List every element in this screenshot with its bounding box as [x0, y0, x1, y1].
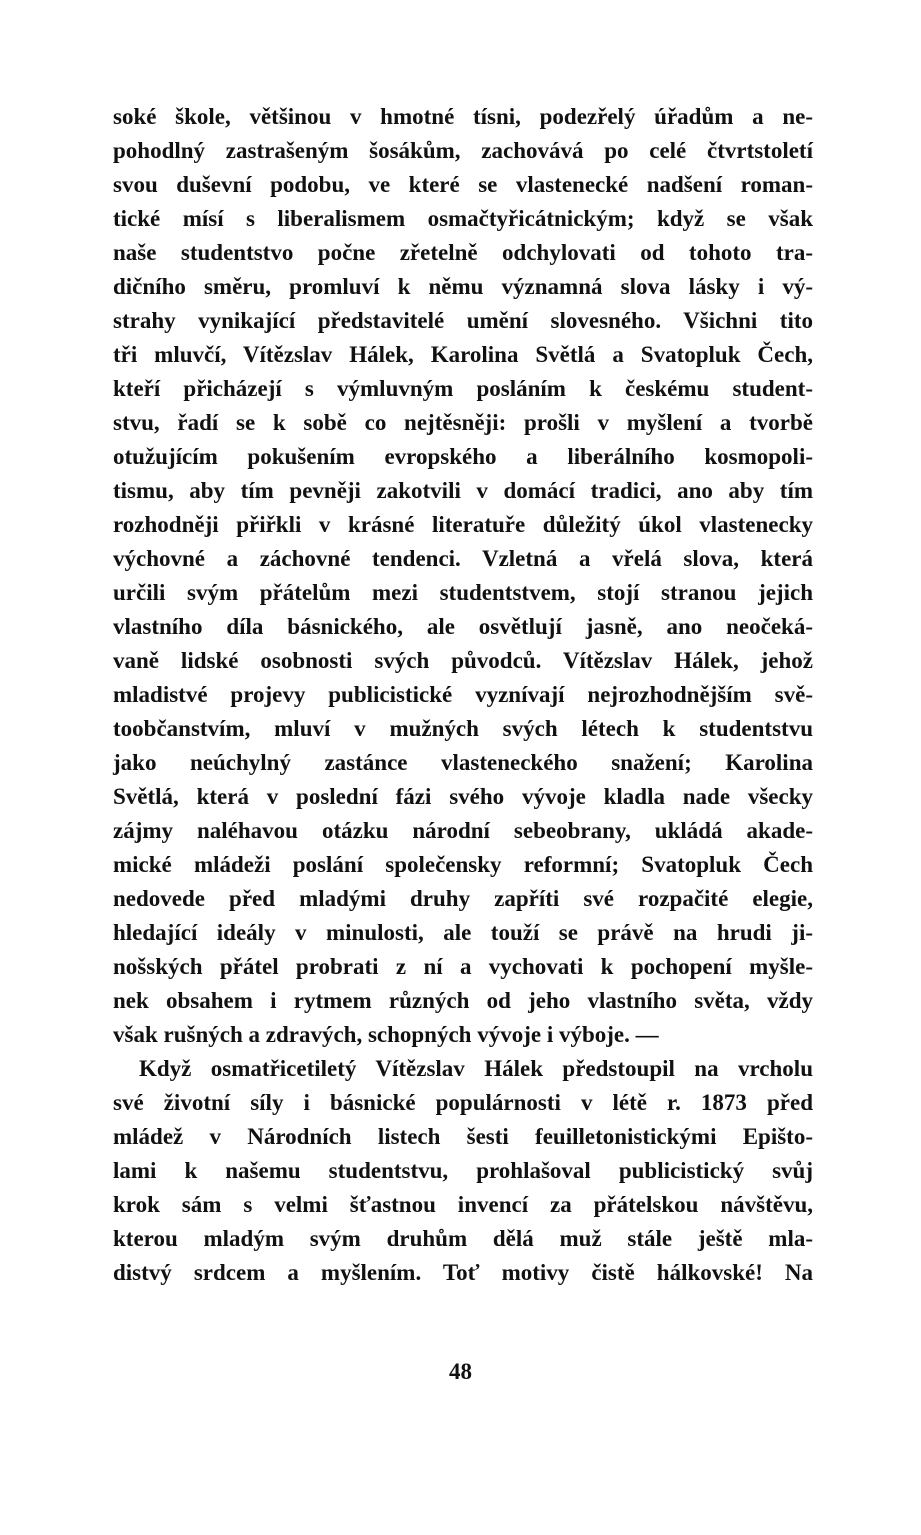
text-line: strahy vynikající představitelé umění slovesného. Všichni tito	[113, 308, 813, 333]
text-line: Když osmatřicetiletý Vítězslav Hálek předstoupil na vrcholu	[139, 1056, 813, 1081]
text-line: pohodlný zastrašeným šosákům, zachovává po celé čtvrtstoletí	[113, 138, 813, 163]
body-text	[113, 100, 813, 1290]
text-line: Světlá, která v poslední fázi svého vývoje kladla nade všecky	[113, 784, 813, 809]
text-line: zájmy naléhavou otázku národní sebeobrany, ukládá akade-	[113, 818, 813, 843]
text-line: tři mluvčí, Vítězslav Hálek, Karolina Světlá a Svatopluk Čech,	[113, 342, 813, 367]
text-line: výchovné a záchovné tendenci. Vzletná a vřelá slova, která	[113, 546, 813, 571]
text-line: rozhodněji přiřkli v krásné literatuře důležitý úkol vlastenecky	[113, 512, 813, 537]
text-line: vaně lidské osobnosti svých původců. Vítězslav Hálek, jehož	[113, 648, 813, 673]
text-line: otužujícím pokušením evropského a liberálního kosmopoli-	[113, 444, 813, 469]
text-line: soké škole, většinou v hmotné tísni, podezřelý úřadům a ne-	[113, 104, 813, 129]
text-line: kteří přicházejí s výmluvným posláním k českému student-	[113, 376, 813, 401]
text-line: lami k našemu studentstvu, prohlašoval publicistický svůj	[113, 1158, 813, 1183]
text-line: jako neúchylný zastánce vlasteneckého snažení; Karolina	[113, 750, 813, 775]
text-line: své životní síly i básnické populárnosti v létě r. 1873 před	[113, 1090, 813, 1115]
text-line: mické mládeži poslání společensky reformní; Svatopluk Čech	[113, 852, 813, 877]
text-line: hledající ideály v minulosti, ale touží se právě na hrudi ji-	[113, 920, 813, 945]
text-line: svou duševní podobu, ve které se vlastenecké nadšení roman-	[113, 172, 813, 197]
text-line: distvý srdcem a myšlením. Toť motivy čistě hálkovské! Na	[113, 1260, 813, 1285]
text-line: nedovede před mladými druhy zapříti své rozpačité elegie,	[113, 886, 813, 911]
text-line: určili svým přátelům mezi studentstvem, stojí stranou jejich	[113, 580, 813, 605]
text-line: nek obsahem i rytmem různých od jeho vlastního světa, vždy	[113, 988, 813, 1013]
text-line: však rušných a zdravých, schopných vývoje i výboje. —	[113, 1022, 659, 1047]
text-line: kterou mladým svým druhům dělá muž stále ještě mla-	[113, 1226, 813, 1251]
text-line: krok sám s velmi šťastnou invencí za přátelskou návštěvu,	[113, 1192, 813, 1217]
text-line: vlastního díla básnického, ale osvětlují jasně, ano neočeká-	[113, 614, 813, 639]
text-line: naše studentstvo počne zřetelně odchylovati od tohoto tra-	[113, 240, 813, 265]
text-line: toobčanstvím, mluví v mužných svých létech k studentstvu	[113, 716, 813, 741]
text-line: mladistvé projevy publicistické vyznívají nejrozhodnějším svě-	[113, 682, 813, 707]
text-line: mládež v Národních listech šesti feuilletonistickými Epišto-	[113, 1124, 813, 1149]
text-line: tické mísí s liberalismem osmačtyřicátnickým; když se však	[113, 206, 813, 231]
text-line: nošských přátel probrati z ní a vychovati k pochopení myšle-	[113, 954, 813, 979]
text-line: dičního směru, promluví k němu významná slova lásky i vý-	[113, 274, 813, 299]
text-line: stvu, řadí se k sobě co nejtěsněji: prošli v myšlení a tvorbě	[113, 410, 813, 435]
text-line: tismu, aby tím pevněji zakotvili v domácí tradici, ano aby tím	[113, 478, 813, 503]
page-number: 48	[449, 1359, 472, 1384]
